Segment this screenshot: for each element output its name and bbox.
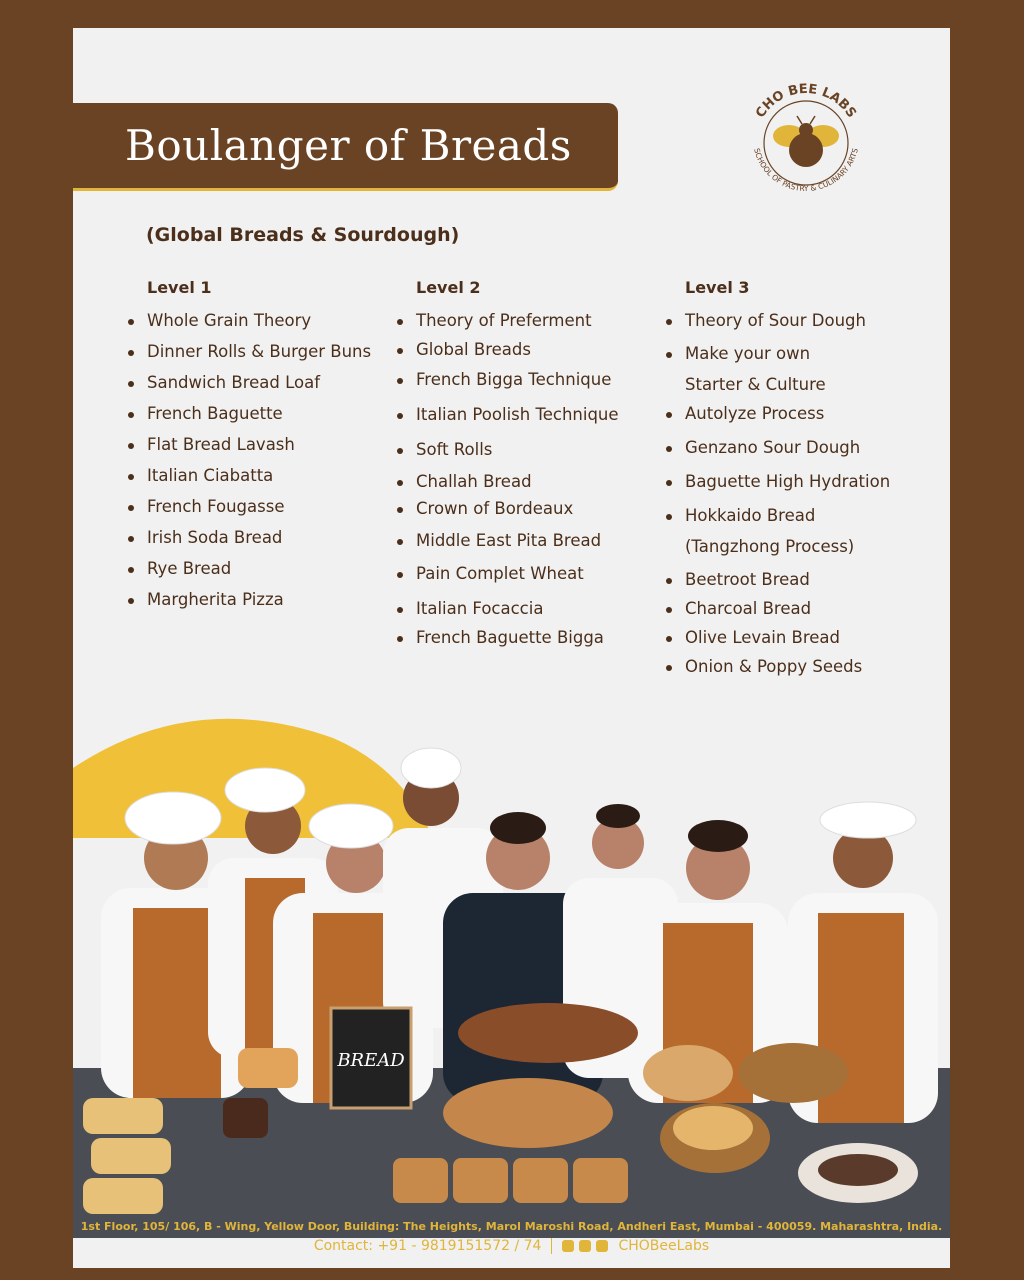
level-heading: Level 3	[685, 278, 750, 297]
level-2-column	[416, 278, 619, 648]
list-item: Sandwich Bread Loaf	[147, 373, 371, 393]
page-title: Boulanger of Breads	[125, 121, 572, 170]
list-item: Theory of Sour Dough	[685, 311, 890, 331]
social-icons	[562, 1240, 608, 1252]
flyer-card	[73, 28, 950, 1268]
list-item: Autolyze Process	[685, 404, 890, 424]
list-item: Global Breads	[416, 340, 619, 360]
list-item: Soft Rolls	[416, 440, 619, 460]
list-item: Beetroot Bread	[685, 570, 890, 590]
list-item: Margherita Pizza	[147, 590, 371, 610]
list-item: Irish Soda Bread	[147, 528, 371, 548]
social-handle: CHOBeeLabs	[618, 1238, 710, 1254]
title-banner	[73, 103, 618, 191]
facebook-icon[interactable]	[562, 1240, 574, 1252]
contact-phone: Contact: +91 - 9819151572 / 74	[313, 1238, 542, 1254]
list-item: French Bigga Technique	[416, 370, 619, 390]
logo-brand-text: CHO BEE LABS	[753, 81, 859, 121]
list-item: Charcoal Bread	[685, 599, 890, 619]
list-item: Crown of Bordeaux	[416, 499, 619, 519]
level-1-column	[147, 278, 371, 610]
list-item: Onion & Poppy Seeds	[685, 657, 890, 677]
list-item: Genzano Sour Dough	[685, 438, 890, 458]
list-item: Hokkaido Bread	[685, 506, 890, 526]
list-item: Whole Grain Theory	[147, 311, 371, 331]
list-item: Make your own	[685, 344, 890, 364]
list-item: Baguette High Hydration	[685, 472, 891, 491]
team-photo-illustration	[73, 708, 950, 1238]
list-item: Pain Complet Wheat	[416, 564, 619, 584]
cho-bee-labs-logo	[741, 78, 871, 208]
list-item: French Fougasse	[147, 497, 371, 517]
logo-tagline: SCHOOL OF PASTRY & CULINARY ARTS	[752, 147, 860, 194]
divider	[551, 1238, 552, 1254]
list-item: Middle East Pita Bread	[416, 531, 619, 551]
list-item: Italian Ciabatta	[147, 466, 371, 486]
list-item-continuation: Starter & Culture	[685, 375, 826, 394]
list-item: Olive Levain Bread	[685, 628, 890, 648]
instagram-icon[interactable]	[596, 1240, 608, 1252]
list-item: Challah Bread	[416, 472, 619, 492]
footer-address: 1st Floor, 105/ 106, B - Wing, Yellow Door, Building: The Heights, Marol Maroshi Road, Andheri East, Mumbai - 400059. Maharashtra, India.	[80, 1220, 943, 1233]
list-item: Rye Bread	[147, 559, 371, 579]
footer-contact-bar	[73, 1238, 950, 1254]
list-item: Italian Poolish Technique	[416, 405, 619, 424]
level-heading: Level 2	[416, 278, 481, 297]
list-item: Flat Bread Lavash	[147, 435, 371, 455]
level-heading: Level 1	[147, 278, 212, 297]
list-item: Dinner Rolls & Burger Buns	[147, 342, 372, 361]
list-item: Italian Focaccia	[416, 599, 619, 619]
subtitle: (Global Breads & Sourdough)	[146, 224, 460, 246]
level-3-column	[685, 278, 890, 677]
chalk-board-text: BREAD	[337, 1050, 405, 1071]
list-item: French Baguette Bigga	[416, 628, 619, 648]
list-item: French Baguette	[147, 404, 371, 424]
youtube-icon[interactable]	[579, 1240, 591, 1252]
list-item-continuation: (Tangzhong Process)	[685, 537, 855, 556]
list-item: Theory of Preferment	[416, 311, 619, 331]
